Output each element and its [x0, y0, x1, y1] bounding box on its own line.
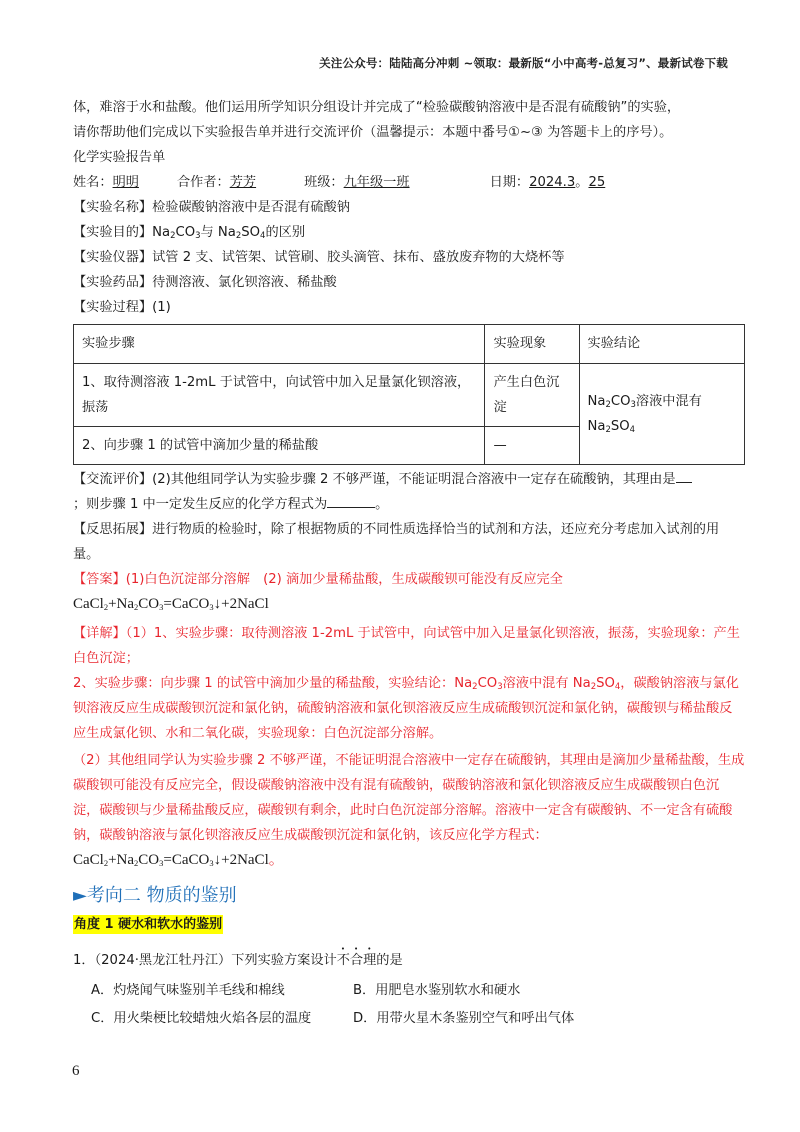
experiment-name: 【实验名称】检验碳酸钠溶液中是否混有硫酸钠	[73, 200, 350, 215]
phenomenon-cell: —	[485, 427, 579, 465]
answer: 【答案】(1)白色沉淀部分溶解 (2) 滴加少量稀盐酸，生成碳酸钡可能没有反应完全	[73, 572, 563, 587]
angle-label-highlight: 角度 1 硬水和软水的鉴别	[74, 917, 223, 932]
header-conclusion: 实验结论	[579, 325, 745, 364]
table-header-row	[74, 325, 745, 364]
option-d: D．用带火星木条鉴别空气和呼出气体	[353, 1011, 575, 1026]
question-stem: 1．（2024·黑龙江牡丹江）下列实验方案设计不合理的是	[73, 953, 403, 968]
answer-blank	[327, 493, 375, 508]
page-number: 6	[72, 1063, 80, 1079]
emphasized-text: 不合理	[336, 953, 377, 968]
intro-line-1: 体，难溶于水和盐酸。他们运用所学知识分组设计并完成了“检验碳酸钠溶液中是否混有硫酸钠”的实验，	[73, 100, 681, 115]
conclusion-cell: $Na_2CO_3$溶液中混有 $Na_2SO_4$	[579, 364, 745, 465]
header-step: 实验步骤	[74, 325, 485, 364]
table-row	[74, 364, 745, 427]
detail-part-2: 2、实验步骤：向步骤 1 的试管中滴加少量的稀盐酸，实验结论：$Na_2CO_3$溶液中混有 $Na_2SO_4$，碳酸钠溶液与氯化钡溶液反应生成碳酸钡沉淀和氯化钠，硫酸钠溶液和氯化钡溶液反应生成硫酸钡沉淀和氯化钠，碳酸钡与稀盐酸反应生成氯化钡、水和二氧化碳，实验现象：白色沉淀部分溶解。	[73, 676, 739, 741]
intro-line-2: 请你帮助他们完成以下实验报告单并进行交流评价（温馨提示：本题中番号①~③ 为答题卡上的序号）。	[73, 125, 673, 140]
option-b: B．用肥皂水鉴别软水和硬水	[353, 983, 521, 998]
document-body	[73, 95, 745, 1033]
option-c: C．用火柴梗比较蜡烛火焰各层的温度	[91, 1011, 312, 1026]
experiment-reagents: 【实验药品】待测溶液、氯化钡溶液、稀盐酸	[73, 275, 337, 290]
info-name: 姓名：明明	[73, 175, 139, 190]
evaluation-line-1: 【交流评价】(2)其他组同学认为实验步骤 2 不够严谨，不能证明混合溶液中一定存在硫酸钠，其理由是	[73, 467, 745, 492]
report-title: 化学实验报告单	[73, 150, 166, 165]
reflection: 【反思拓展】进行物质的检验时，除了根据物质的不同性质选择恰当的试剂和方法，还应充分考虑加入试剂的用量。	[73, 522, 720, 562]
header-promo-note: 关注公众号：陆陆高分冲刺 ~领取：最新版“小中高考-总复习”、最新试卷下载	[319, 56, 728, 70]
step-cell: 1、取待测溶液 1-2mL 于试管中，向试管中加入足量氯化钡溶液，振荡	[74, 364, 485, 427]
answer-formula: $CaCl_2+Na_2CO_3=CaCO_3↓+2NaCl$	[73, 596, 269, 612]
phenomenon-cell: 产生白色沉淀	[485, 364, 579, 427]
detail-formula: $CaCl_2+Na_2CO_3=CaCO_3↓+2NaCl$。	[73, 852, 284, 868]
option-a: A．灼烧闻气味鉴别羊毛线和棉线	[91, 983, 285, 998]
info-date: 日期：2024.3。25	[489, 175, 606, 190]
experiment-purpose: 【实验目的】$Na_2CO_3$与 $Na_2SO_4$的区别	[73, 225, 306, 241]
evaluation-line-2: ；则步骤 1 中一定发生反应的化学方程式为 。	[73, 492, 745, 517]
experiment-apparatus: 【实验仪器】试管 2 支、试管架、试管刷、胶头滴管、抹布、盛放废弃物的大烧杯等	[73, 250, 565, 265]
answer-blank	[676, 468, 692, 483]
detail-part-1: 【详解】（1）1、实验步骤：取待测溶液 1-2mL 于试管中，向试管中加入足量氯化钡溶液，振荡，实验现象：产生白色沉淀；	[73, 626, 740, 666]
info-partner: 合作者：芳芳	[176, 175, 257, 190]
section-heading: ►考向二 物质的鉴别	[73, 885, 237, 906]
question-options	[91, 977, 745, 1033]
report-info-row	[73, 170, 745, 195]
info-class: 班级：九年级一班	[304, 175, 410, 190]
experiment-table	[73, 324, 745, 465]
detail-part-3: （2）其他组同学认为实验步骤 2 不够严谨，不能证明混合溶液中一定存在硫酸钠，其理由是滴加少量稀盐酸，生成碳酸钡可能没有反应完全，假设碳酸钠溶液中没有混有硫酸钠，碳酸钠溶液和氯化钡溶液反应生成碳酸钡白色沉淀，碳酸钡与少量稀盐酸反应，碳酸钡有剩余，此时白色沉淀部分溶解。溶液中一定含有碳酸钠、不一定含有硫酸钠，碳酸钠溶液与氯化钡溶液反应生成碳酸钡沉淀和氯化钠，该反应化学方程式：	[73, 753, 745, 843]
experiment-process: 【实验过程】(1)	[73, 300, 171, 315]
triangle-right-icon: ►	[73, 885, 87, 906]
step-cell: 2、向步骤 1 的试管中滴加少量的稀盐酸	[74, 427, 485, 465]
header-phenomenon: 实验现象	[485, 325, 579, 364]
